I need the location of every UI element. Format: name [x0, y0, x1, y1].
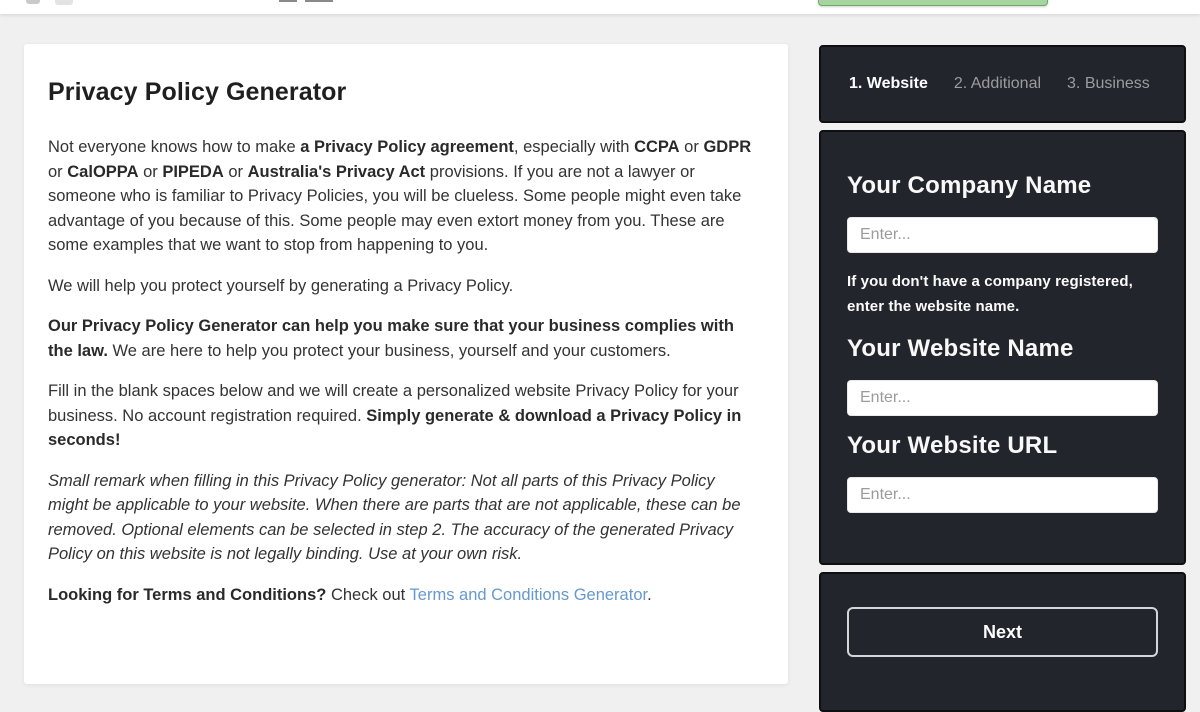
article-body: [48, 135, 754, 607]
generator-wizard-sidebar: [819, 45, 1186, 712]
page-title: Privacy Policy Generator: [48, 78, 347, 106]
bold-text: a Privacy Policy agreement: [300, 138, 514, 156]
paragraph: [48, 583, 752, 608]
bold-text: Looking for Terms and Conditions?: [48, 585, 327, 604]
text-run: Not everyone knows how to make: [48, 138, 301, 156]
paragraph: [48, 379, 752, 453]
text-run: Fill in the blank spaces below and we will create a personalized website Privacy Policy for your business. No account registration required.: [48, 382, 739, 425]
step-tab-additional[interactable]: 2. Additional: [953, 75, 1042, 92]
top-navigation-bar: [0, 0, 1200, 14]
website-name-label: Your Website Name: [847, 335, 1074, 362]
text-run: provisions. If you are not a lawyer or someone who is familiar to Privacy Policies, you will be clueless. Some people might even take advantage of you because of this. Some people may even extort money from you. These are some examples that we want to stop from happening to you.: [48, 162, 742, 254]
text-run: , especially with: [513, 138, 635, 156]
text-run: or: [679, 138, 704, 156]
paragraph: [48, 274, 752, 299]
wizard-footer-panel: [819, 572, 1186, 712]
step-tab-business[interactable]: 3. Business: [1067, 75, 1150, 92]
bold-text: GDPR: [703, 138, 752, 156]
bold-text: CCPA: [634, 138, 680, 156]
text-run: We will help you protect yourself by generating a Privacy Policy.: [48, 276, 514, 295]
terms-and-conditions-generator-link[interactable]: Terms and Conditions Generator: [409, 585, 648, 604]
paragraph: [48, 469, 752, 567]
bold-text: CalOPPA: [67, 162, 139, 181]
paragraph: [48, 314, 752, 363]
step-tab-website[interactable]: 1. Website: [849, 75, 928, 92]
next-button[interactable]: Next: [847, 607, 1158, 657]
bold-text: Simply generate & download a Privacy Policy in seconds!: [48, 406, 742, 449]
text-run: We are here to help you protect your business, yourself and your customers.: [107, 341, 671, 360]
nav-link-remnant: [279, 0, 297, 2]
wizard-steps-nav: [819, 45, 1186, 123]
nav-link-remnant: [305, 0, 333, 2]
text-run: or: [223, 162, 248, 181]
bold-text: Our Privacy Policy Generator can help you make sure that your business complies with the law.: [48, 317, 734, 360]
company-name-label: Your Company Name: [847, 172, 1092, 199]
website-name-input[interactable]: [847, 380, 1158, 416]
site-logo: [26, 0, 40, 4]
text-run: or: [48, 162, 68, 181]
text-run: .: [647, 585, 652, 604]
text-run: or: [138, 162, 163, 181]
bold-text: Australia's Privacy Act: [247, 162, 426, 181]
bold-text: PIPEDA: [162, 162, 224, 181]
text-run: Small remark when filling in this Privacy Policy generator: Not all parts of this Privacy Policy might be applicable to your website. When there are parts that are not applicable, these can be removed. Optional elements can be selected in step 2. The accuracy of the generated Privacy Policy on this website is not legally binding. Use at your own risk.: [48, 471, 741, 563]
company-name-help: If you don't have a company registered, enter the website name.: [847, 273, 1133, 315]
company-name-input[interactable]: [847, 217, 1158, 253]
main-content-card: [24, 44, 788, 684]
text-run: Check out: [326, 585, 410, 604]
site-logo-mark: [55, 0, 73, 5]
header-cta-button[interactable]: [818, 0, 1048, 6]
wizard-form-panel: [819, 130, 1186, 565]
website-url-label: Your Website URL: [847, 432, 1058, 459]
website-url-input[interactable]: [847, 477, 1158, 513]
paragraph: [48, 135, 752, 258]
